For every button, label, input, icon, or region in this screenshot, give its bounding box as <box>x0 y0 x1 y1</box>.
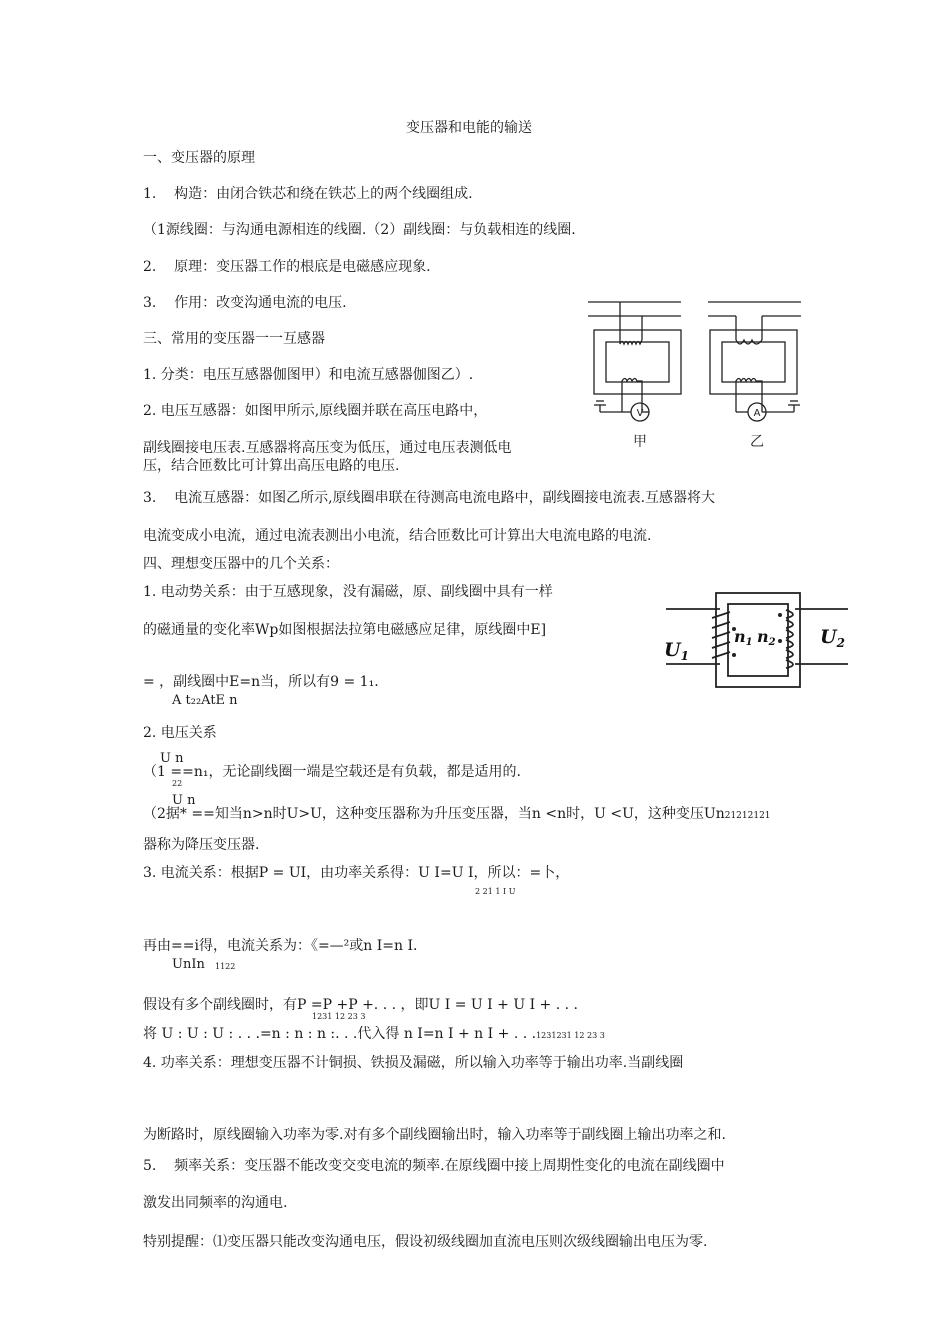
voltage-fraction-top: U n <box>160 751 184 766</box>
paragraph-emf-2: 的磁通量的变化率Wp如图根据法拉第电磁感应足律，原线圈中E] <box>143 622 547 638</box>
n2-subscript: 2 <box>768 637 776 648</box>
paragraph-power-1: 4. 功率关系：理想变压器不计铜损、铁损及漏磁，所以输入功率等于输出功率.当副线圈 <box>143 1055 684 1071</box>
n1-label: n <box>734 627 746 646</box>
paragraph-current-3-sub: 1231 12 23 3 <box>312 1012 366 1021</box>
paragraph-voltage-heading: 2. 电压关系 <box>143 725 217 741</box>
voltage-fraction-mid: 22 <box>172 779 183 788</box>
paragraph-current-2-sub-b: 1122 <box>215 962 236 971</box>
paragraph-function: 3. 作用：改变沟通电流的电压. <box>143 295 347 311</box>
paragraph-voltage-3: 器称为降压变压器. <box>143 837 260 853</box>
paragraph-voltage-1: （1 ==n₁，无论副线圈一端是空载还是有负载，都是适用的. <box>143 764 521 780</box>
paragraph-structure: 1. 构造：由闭合铁芯和绕在铁芯上的两个线圈组成. <box>143 186 473 202</box>
paragraph-coils: （1源线圈：与沟通电源相连的线圈.（2）副线圈：与负载相连的线圈. <box>143 222 576 238</box>
svg-text:n2 <box>757 627 776 648</box>
paragraph-voltage-transformer-cont1: 副线圈接电压表.互感器将高压变为低压，通过电压表测低电 <box>143 440 512 456</box>
voltmeter-symbol: V <box>636 408 644 419</box>
svg-text:n1 <box>734 627 753 648</box>
paragraph-voltage-transformer: 2. 电压互感器：如图甲所示,原线圈并联在高压电路中， <box>143 403 488 419</box>
paragraph-voltage-transformer-cont2: 压，结合匝数比可计算出高压电路的电压. <box>143 458 400 474</box>
paragraph-current-4-text: 将 U : U : U : . . .=n : n : n :. . .代入得 n I=n I + n I + . . . <box>143 1026 537 1042</box>
voltage-fraction-bottom: U n <box>172 793 196 808</box>
ideal-transformer-diagram <box>662 588 852 693</box>
u1-label: U <box>664 639 681 661</box>
u1-subscript: 1 <box>680 649 689 663</box>
paragraph-current-4-sub: 1231231 12 23 3 <box>536 1031 605 1040</box>
paragraph-current-transformer: 3. 电流互感器：如图乙所示,原线圈串联在待测高电流电路中，副线圈接电流表.互感器将大 <box>143 490 716 506</box>
page-title: 变压器和电能的输送 <box>406 120 532 136</box>
paragraph-emf-3-sub: A t₂₂AtE n <box>172 693 238 708</box>
paragraph-current-1-sub: 2 21 1 I U <box>475 887 516 896</box>
u2-subscript: 2 <box>836 636 845 650</box>
section-heading-ideal-relations: 四、理想变压器中的几个关系： <box>143 556 339 572</box>
paragraph-frequency-1: 5. 频率关系：变压器不能改变交变电流的频率.在原线圈中接上周期性变化的电流在副线圈中 <box>143 1158 725 1174</box>
paragraph-current-4 <box>143 1026 605 1044</box>
paragraph-emf-3: = ，副线圈中E=n当，所以有9 = 1₁. <box>143 674 379 690</box>
ammeter-symbol: A <box>753 408 761 419</box>
paragraph-voltage-2-text: （2据* ==知当n>n时U>U，这种变压器称为升压变压器，当n <n时，U <U，这种变压Un <box>143 806 725 822</box>
instrument-transformer-diagram <box>586 294 811 454</box>
paragraph-frequency-2: 激发出同频率的沟通电. <box>143 1195 288 1211</box>
paragraph-current-3: 假设有多个副线圈时，有P =P +P +. . . ，即U I = U I + U I + . . . <box>143 997 578 1013</box>
n2-label: n <box>757 627 769 646</box>
paragraph-power-2: 为断路时，原线圈输入功率为零.对有多个副线圈输出时，输入功率等于副线圈上输出功率之和. <box>143 1127 726 1143</box>
paragraph-current-2-sub-a: UnIn <box>172 957 205 972</box>
svg-text:U2 <box>820 626 845 650</box>
svg-text:U1 <box>664 639 689 663</box>
figure-label-b: 乙 <box>750 434 764 450</box>
paragraph-principle: 2. 原理：变压器工作的根底是电磁感应现象. <box>143 259 431 275</box>
paragraph-classification: 1. 分类：电压互感器伽图甲）和电流互感器伽图乙）. <box>143 367 474 383</box>
section-heading-principle: 一、变压器的原理 <box>143 150 255 166</box>
paragraph-emf-1: 1. 电动势关系：由于互感现象，没有漏磁，原、副线圈中具有一样 <box>143 584 553 600</box>
paragraph-current-2: 再由==i得，电流关系为：《=—²或n I=n I. <box>143 938 418 954</box>
n1-subscript: 1 <box>745 637 753 648</box>
paragraph-current-1: 3. 电流关系：根据P = UI，由功率关系得：U I=U I，所以：=卜， <box>143 865 570 881</box>
u2-label: U <box>820 626 837 648</box>
section-heading-instrument-transformer: 三、常用的变压器一一互感器 <box>143 331 325 347</box>
figure-label-a: 甲 <box>633 434 647 450</box>
paragraph-voltage-2 <box>143 806 771 824</box>
paragraph-special-note: 特别提醒：⑴变压器只能改变沟通电压，假设初级线圈加直流电压则次级线圈输出电压为零. <box>143 1234 708 1250</box>
paragraph-current-transformer-cont: 电流变成小电流，通过电流表测出小电流，结合匝数比可计算出大电流电路的电流. <box>143 528 652 544</box>
paragraph-voltage-2-tail: 21212121 <box>724 811 771 821</box>
